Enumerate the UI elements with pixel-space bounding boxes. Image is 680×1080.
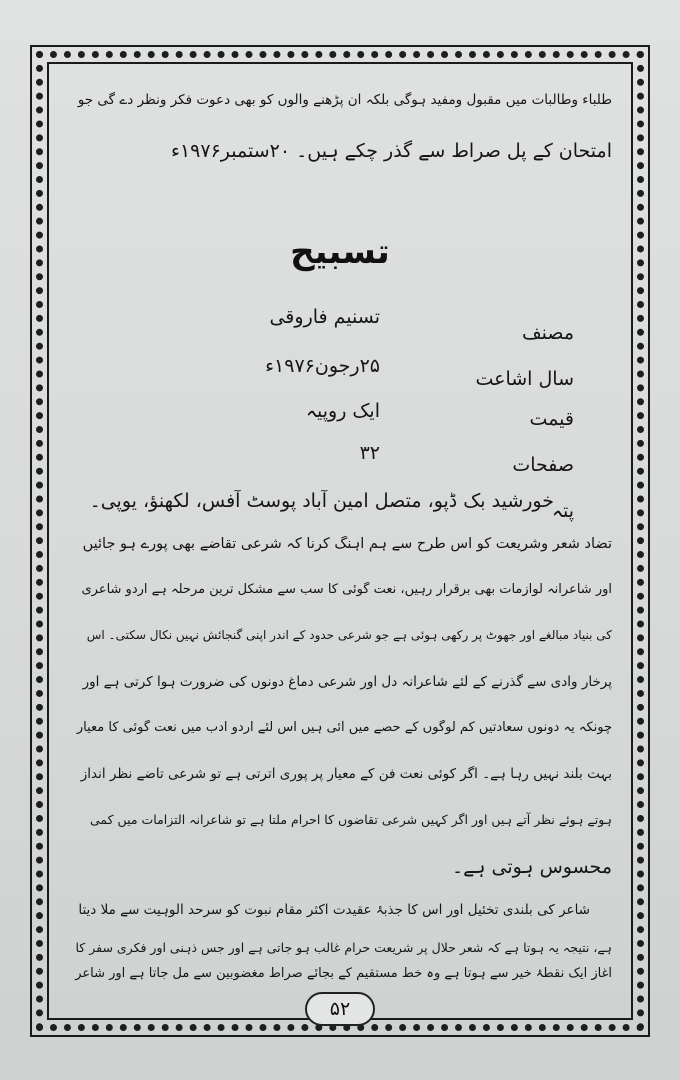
body1-line-5: چونکہ یہ دونوں سعادتیں کم لوگوں کے حصے میں آئی ہیں اس لئے اردو ادب میں نعت گوئی کا معیار <box>76 720 612 735</box>
book-title: تسبیح <box>290 232 390 272</box>
detail-label-price: قیمت <box>529 408 574 430</box>
detail-label-pages: صفحات <box>512 454 574 476</box>
body2-line-1: شاعر کی بلندی تخئیل اور اس کا جذبۂ عقیدت اکثر مقام نبوت کو سرحد الوہیت سے ملا دیتا <box>78 902 590 918</box>
top-paragraph-line-1: طلباء وطالبات میں مقبول ومفید ہوگی بلکہ ان پڑھنے والوں کو بھی دعوت فکر ونظر دے گی جو <box>77 92 612 108</box>
body1-line-1: تضاد شعر وشریعت کو اس طرح سے ہم آہنگ کرنا کہ شرعی تقاضے بھی پورے ہو جائیں <box>82 536 612 552</box>
detail-label-year: سال اشاعت <box>475 368 574 390</box>
detail-value-year: ۲۵رجون۱۹۷۶ء <box>265 355 380 377</box>
detail-value-price: ایک روپیہ <box>305 400 380 422</box>
body1-line-2: اور شاعرانہ لوازمات بھی برقرار رہیں، نعت گوئی کا سب سے مشکل ترین مرحلہ ہے اردو شاعری <box>81 582 612 597</box>
body1-line-4: پرخار وادی سے گذرنے کے لئے شاعرانہ دل اور شرعی دماغ دونوں کی ضرورت ہوا کرتی ہے اور <box>82 674 612 690</box>
body1-line-7: ہوتے ہوئے نظر آتے ہیں اور اگر کہیں شرعی تقاضوں کا احرام ملتا ہے تو شاعرانہ التزامات میں کمی <box>89 812 612 827</box>
body2-line-3: آغاز ایک نقطۂ خیر سے ہوتا ہے وہ خط مستقیم کے بجائے صراط مغضوبین سے مل جاتا ہے اور شاعر <box>75 966 612 981</box>
body1-line-3: کی بنیاد مبالغے اور جھوٹ پر رکھی ہوئی ہے جو شرعی حدود کے اندر اپنی گنجائش نہیں نکال سکتی۔ اس <box>86 628 612 642</box>
detail-label-author: مصنف <box>521 322 574 344</box>
detail-value-address: خورشید بک ڈپو، متصل امین آباد پوسٹ آفس، لکھنؤ، یوپی۔ <box>89 490 554 512</box>
body1-line-6: بہت بلند نہیں رہا ہے۔ اگر کوئی نعت فن کے معیار پر پوری اترتی ہے تو شرعی تاضے نظر انداز <box>80 766 612 782</box>
top-paragraph-line-2: امتحان کے پل صراط سے گذر چکے ہیں۔ ۲۰ستمبر۱۹۷۶ء <box>171 140 612 162</box>
detail-value-pages: ۳۲ <box>359 442 380 464</box>
page-number: ۵۲ <box>305 992 375 1026</box>
body1-line-8: محسوس ہوتی ہے۔ <box>452 856 612 878</box>
detail-label-address: پتہ <box>551 500 574 522</box>
detail-value-author: تسنیم فاروقی <box>269 306 380 328</box>
body2-line-2: ہے، نتیجہ یہ ہوتا ہے کہ شعر حلال پر شریعت حرام غالب ہو جاتی ہے اور جس ذہنی اور فکری سفر کا <box>75 940 612 955</box>
